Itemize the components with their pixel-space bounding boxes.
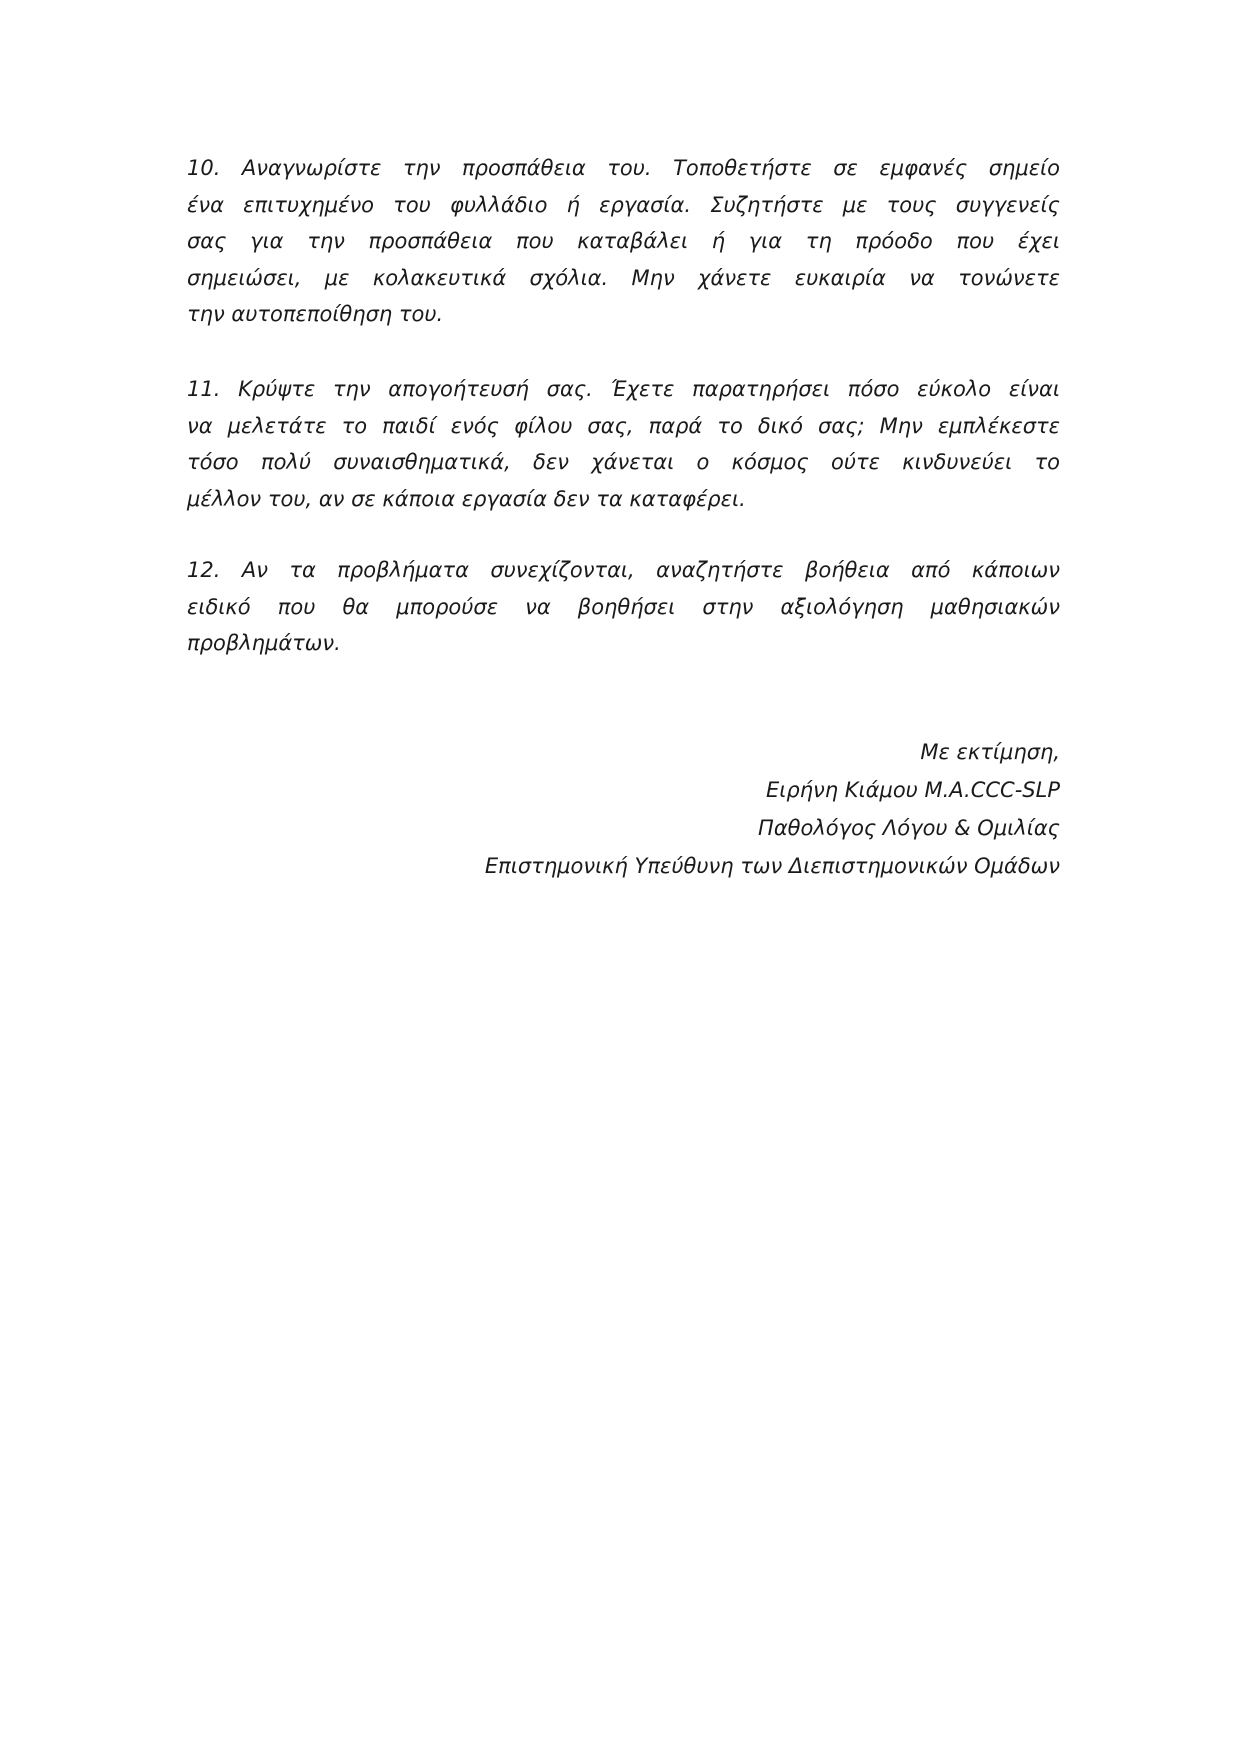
text-line: 12. Αν τα προβλήματα συνεχίζονται, αναζητήστε βοήθεια από κάποιων (187, 558, 1060, 582)
text-line: ειδικό που θα μπορούσε να βοηθήσει στην αξιολόγηση μαθησιακών (187, 594, 1060, 619)
text-line: προβλημάτων. (187, 631, 341, 655)
signature-role: Παθολόγος Λόγου & Ομιλίας (758, 816, 1060, 840)
text-line: την αυτοπεποίθηση του. (187, 302, 444, 326)
signature-position: Επιστημονική Υπεύθυνη των Διεπιστημονικών Ομάδων (484, 854, 1060, 878)
text-line: 11. Κρύψτε την απογοήτευσή σας. Έχετε παρατηρήσει πόσο εύκολο είναι (187, 377, 1060, 401)
text-line: τόσο πολύ συναισθηματικά, δεν χάνεται ο κόσμος ούτε κινδυνεύει το (187, 450, 1060, 474)
signature-closing: Με εκτίμηση, (920, 740, 1060, 764)
text-line: 10. Αναγνωρίστε την προσπάθεια του. Τοποθετήστε σε εμφανές σημείο (187, 156, 1060, 180)
text-line: να μελετάτε το παιδί ενός φίλου σας, παρά το δικό σας; Μην εμπλέκεστε (187, 413, 1060, 438)
paragraph-10 (187, 150, 1060, 333)
signature-name: Ειρήνη Κιάμου M.A.CCC-SLP (766, 778, 1060, 802)
paragraph-11 (187, 371, 1060, 517)
text-line: ένα επιτυχημένο του φυλλάδιο ή εργασία. Συζητήστε με τους συγγενείς (187, 192, 1060, 217)
text-line: μέλλον του, αν σε κάποια εργασία δεν τα καταφέρει. (187, 486, 746, 511)
text-line: σημειώσει, με κολακευτικά σχόλια. Μην χάνετε ευκαιρία να τονώνετε (187, 265, 1060, 290)
paragraph-12 (187, 552, 1060, 662)
text-line: σας για την προσπάθεια που καταβάλει ή για τη πρόοδο που έχει (187, 229, 1060, 253)
signature-block (485, 733, 1060, 885)
